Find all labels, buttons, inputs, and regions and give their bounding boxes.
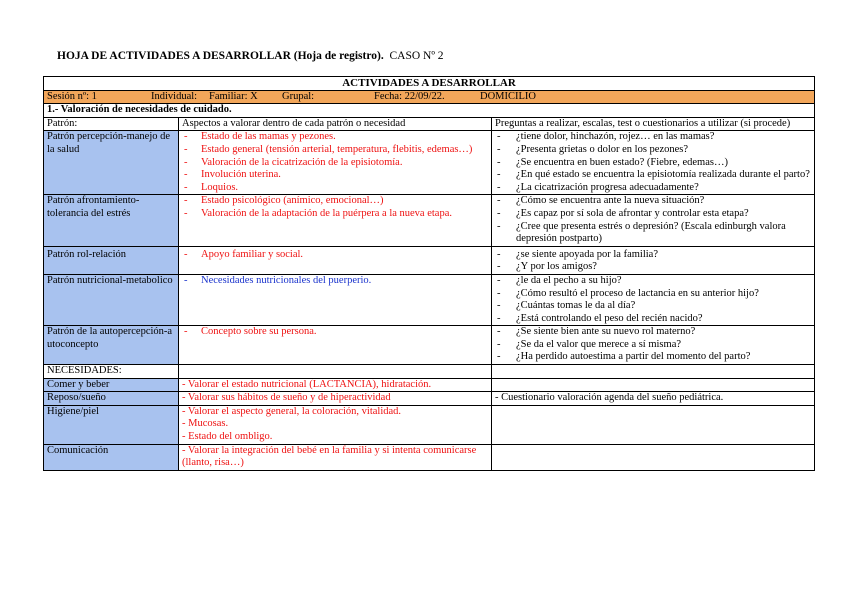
document-title <box>57 50 444 62</box>
session-place: DOMICILIO <box>480 90 536 102</box>
patron-name: Patrón percepción-manejo de la salud <box>44 131 179 195</box>
question-item: - ¿Y por los amigos? <box>495 261 811 274</box>
activities-table <box>43 76 815 471</box>
question-item: - ¿tiene dolor, hinchazón, rojez… en las mamas? <box>495 131 811 144</box>
need-question <box>492 405 815 444</box>
aspect-item: - Estado de las mamas y pezones. <box>182 131 488 144</box>
section-header-row <box>44 104 815 118</box>
question-item: - ¿Cree que presenta estrés o depresión? (Escala edinburgh valora depresión postparto) <box>495 221 811 246</box>
need-row <box>44 405 815 444</box>
question-item: - ¿Cuántas tomas le da al día? <box>495 300 811 313</box>
aspects-list <box>182 195 488 220</box>
need-question <box>492 444 815 470</box>
need-row <box>44 392 815 406</box>
patron-name: Patrón rol-relación <box>44 246 179 274</box>
aspect-item: - Estado general (tensión arterial, temperatura, flebitis, edemas…) <box>182 144 488 157</box>
question-item: - ¿Cómo resultó el proceso de lactancia en su anterior hijo? <box>495 288 811 301</box>
aspect-item: - Valoración de la cicatrización de la episiotomía. <box>182 157 488 170</box>
need-aspect: - Valorar el aspecto general, la coloración, vitalidad. <box>182 405 402 417</box>
aspect-item: - Estado psicológico (anímico, emocional…) <box>182 195 488 208</box>
session-grupal: Grupal: <box>282 90 315 102</box>
patron-row <box>44 195 815 246</box>
patron-row <box>44 274 815 325</box>
aspects-list <box>182 249 488 262</box>
need-aspect: - Valorar sus hábitos de sueño y de hiperactividad <box>182 392 391 404</box>
question-item: - ¿Ha perdido autoestima a partir del momento del parto? <box>495 351 811 364</box>
need-question: - Cuestionario valoración agenda del sueño pediátrica. <box>492 392 815 406</box>
question-item: - ¿La cicatrización progresa adecuadamente? <box>495 182 811 195</box>
aspects-list <box>182 131 488 194</box>
session-individual: Individual: <box>151 90 198 102</box>
question-item: - ¿En qué estado se encuentra la episiotomía realizada durante el parto? <box>495 169 811 182</box>
question-item: - ¿Está controlando el peso del recién nacido? <box>495 313 811 326</box>
need-aspect: - Mucosas. <box>182 418 229 430</box>
column-header-row <box>44 117 815 131</box>
session-row <box>44 90 815 104</box>
questions-list <box>495 195 811 245</box>
needs-label: NECESIDADES: <box>44 365 179 379</box>
questions-list <box>495 131 811 194</box>
question-item: - ¿Presenta grietas o dolor en los pezones? <box>495 144 811 157</box>
needs-header-row <box>44 365 815 379</box>
need-row <box>44 444 815 470</box>
need-name: Comunicación <box>44 444 179 470</box>
question-item: - ¿Se siente bien ante su nuevo rol materno? <box>495 326 811 339</box>
col-header-preguntas: Preguntas a realizar, escalas, test o cuestionarios a utilizar (si procede) <box>492 117 815 131</box>
need-name: Comer y beber <box>44 378 179 392</box>
case-number: CASO Nº 2 <box>389 50 444 62</box>
aspect-item: - Concepto sobre su persona. <box>182 326 488 339</box>
questions-list <box>495 275 811 325</box>
session-familiar: Familiar: X <box>209 90 258 102</box>
patron-name: Patrón de la autopercepción-autoconcepto <box>44 326 179 365</box>
session-date: Fecha: 22/09/22. <box>374 90 445 102</box>
col-header-aspectos: Aspectos a valorar dentro de cada patrón o necesidad <box>179 117 492 131</box>
questions-list <box>495 249 811 274</box>
need-name: Reposo/sueño <box>44 392 179 406</box>
question-item: - ¿Cómo se encuentra ante la nueva situación? <box>495 195 811 208</box>
need-question <box>492 378 815 392</box>
table-title: ACTIVIDADES A DESARROLLAR <box>44 77 815 91</box>
patron-name: Patrón afrontamiento-tolerancia del estrés <box>44 195 179 246</box>
session-number: Sesión nº: 1 <box>47 90 97 102</box>
patron-row <box>44 326 815 365</box>
table-title-row <box>44 77 815 91</box>
aspect-item: - Loquios. <box>182 182 488 195</box>
question-item: - ¿le da el pecho a su hijo? <box>495 275 811 288</box>
question-item: - ¿Se encuentra en buen estado? (Fiebre, edemas…) <box>495 157 811 170</box>
patron-name: Patrón nutricional-metabolico <box>44 274 179 325</box>
need-aspect: - Valorar el estado nutricional (LACTANCIA), hidratación. <box>182 378 432 390</box>
aspects-list <box>182 275 488 288</box>
question-item: - ¿Se da el valor que merece a sí misma? <box>495 339 811 352</box>
need-aspect: - Estado del ombligo. <box>182 431 273 443</box>
aspect-item: - Apoyo familiar y social. <box>182 249 488 262</box>
aspect-item: - Involución uterina. <box>182 169 488 182</box>
col-header-patron: Patrón: <box>44 117 179 131</box>
aspect-item: - Necesidades nutricionales del puerperio. <box>182 275 488 288</box>
need-aspect: - Valorar la integración del bebé en la familia y si intenta comunicarse (llanto, risa…) <box>182 444 477 469</box>
question-item: - ¿se siente apoyada por la familia? <box>495 249 811 262</box>
patron-row <box>44 131 815 195</box>
aspects-list <box>182 326 488 339</box>
question-item: - ¿Es capaz por sí sola de afrontar y controlar esta etapa? <box>495 208 811 221</box>
title-text: HOJA DE ACTIVIDADES A DESARROLLAR (Hoja de registro). <box>57 50 384 62</box>
aspect-item: - Valoración de la adaptación de la puérpera a la nueva etapa. <box>182 208 488 221</box>
section-title: 1.- Valoración de necesidades de cuidado. <box>44 104 815 118</box>
need-name: Higiene/piel <box>44 405 179 444</box>
questions-list <box>495 326 811 364</box>
need-row <box>44 378 815 392</box>
patron-row <box>44 246 815 274</box>
